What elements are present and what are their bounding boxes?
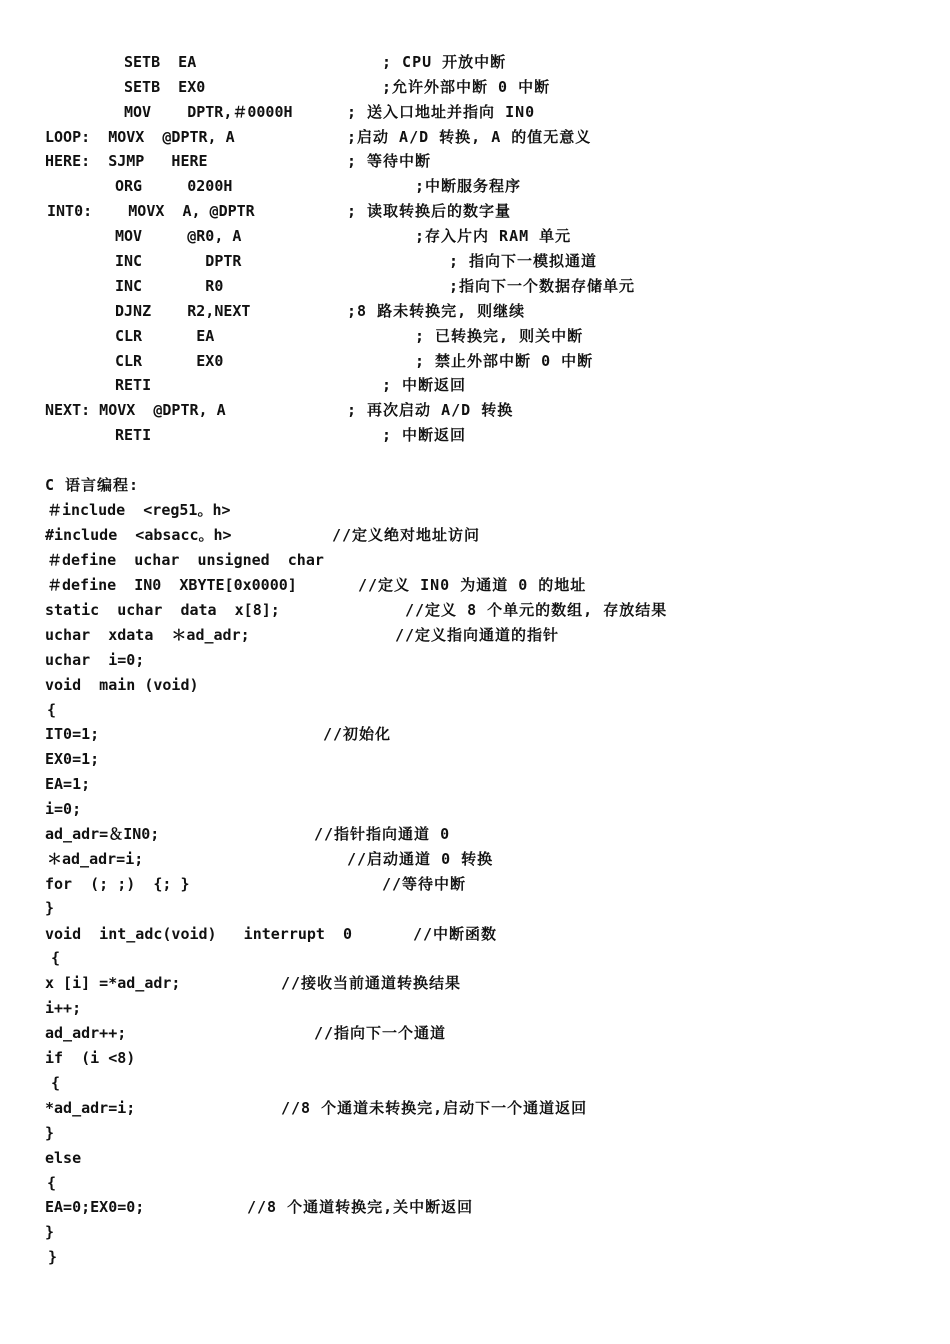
asm-comment: ; 中断返回 <box>382 376 467 394</box>
c-code-line: *ad_adr=i; <box>45 1099 136 1117</box>
asm-code-line: HERE: SJMP HERE <box>45 152 208 170</box>
c-code-line: ＃include <reg51。h> <box>47 501 231 519</box>
c-code-line: { <box>51 949 61 967</box>
asm-code-line: MOV @R0, A <box>115 227 242 245</box>
c-code-line: EA=1; <box>45 775 91 793</box>
c-code-line: ＃define IN0 XBYTE[0x0000] <box>47 576 297 594</box>
asm-comment: ; 指向下一模拟通道 <box>449 252 598 270</box>
c-code-line: } <box>45 1223 55 1241</box>
c-code-line: ＃define uchar unsigned char <box>47 551 324 569</box>
asm-code-line: INC R0 <box>115 277 224 295</box>
asm-comment: ;存入片内 RAM 单元 <box>415 227 572 245</box>
c-comment: //定义绝对地址访问 <box>332 526 481 544</box>
c-code-line: for (; ;) {; } <box>45 875 190 893</box>
asm-comment: ; 中断返回 <box>382 426 467 444</box>
asm-comment: ; 读取转换后的数字量 <box>347 202 512 220</box>
asm-comment: ; 已转换完, 则关中断 <box>415 327 584 345</box>
c-comment: //定义 IN0 为通道 0 的地址 <box>358 576 587 594</box>
asm-code-line: RETI <box>115 376 152 394</box>
asm-code-line: ORG 0200H <box>115 177 233 195</box>
c-comment: //定义指向通道的指针 <box>395 626 560 644</box>
asm-comment: ;中断服务程序 <box>415 177 522 195</box>
c-code-line: i++; <box>45 999 82 1017</box>
asm-code-line: RETI <box>115 426 152 444</box>
asm-code-line: MOV DPTR,＃0000H <box>124 103 293 121</box>
asm-code-line: INC DPTR <box>115 252 242 270</box>
asm-comment: ; 等待中断 <box>347 152 432 170</box>
c-code-line: i=0; <box>45 800 82 818</box>
asm-comment: ;指向下一个数据存储单元 <box>449 277 636 295</box>
asm-code-line: CLR EA <box>115 327 215 345</box>
asm-code-line: SETB EA <box>124 53 197 71</box>
c-comment: //指向下一个通道 <box>314 1024 447 1042</box>
c-code-line: #include <absacc。h> <box>45 526 232 544</box>
c-comment: //接收当前通道转换结果 <box>281 974 462 992</box>
c-code-line: { <box>47 701 57 719</box>
asm-comment: ;8 路未转换完, 则继续 <box>347 302 526 320</box>
c-code-line: else <box>45 1149 82 1167</box>
asm-code-line: NEXT: MOVX @DPTR, A <box>45 401 226 419</box>
c-comment: //等待中断 <box>382 875 467 893</box>
c-code-line: uchar i=0; <box>45 651 145 669</box>
c-code-line: { <box>51 1074 61 1092</box>
c-section-heading: C 语言编程: <box>45 476 140 494</box>
asm-comment: ;启动 A/D 转换, A 的值无意义 <box>347 128 592 146</box>
c-code-line: } <box>48 1248 58 1266</box>
asm-code-line: INT0: MOVX A, @DPTR <box>47 202 255 220</box>
asm-comment: ; 禁止外部中断 0 中断 <box>415 352 594 370</box>
asm-comment: ; 再次启动 A/D 转换 <box>347 401 514 419</box>
c-code-line: static uchar data x[8]; <box>45 601 280 619</box>
c-code-line: x [i] =*ad_adr; <box>45 974 181 992</box>
c-comment: //定义 8 个单元的数组, 存放结果 <box>405 601 668 619</box>
asm-comment: ;允许外部中断 0 中断 <box>382 78 551 96</box>
c-code-line: EA=0;EX0=0; <box>45 1198 145 1216</box>
c-code-line: ad_adr=＆IN0; <box>45 825 160 843</box>
c-code-line: uchar xdata ＊ad_adr; <box>45 626 250 644</box>
c-code-line: { <box>47 1174 57 1192</box>
c-comment: //中断函数 <box>413 925 498 943</box>
c-comment: //启动通道 0 转换 <box>347 850 494 868</box>
c-code-line: } <box>45 1124 55 1142</box>
c-comment: //8 个通道转换完,关中断返回 <box>247 1198 474 1216</box>
c-code-line: void int_adc(void) interrupt 0 <box>45 925 353 943</box>
c-code-line: EX0=1; <box>45 750 100 768</box>
asm-code-line: LOOP: MOVX @DPTR, A <box>45 128 235 146</box>
c-comment: //8 个通道未转换完,启动下一个通道返回 <box>281 1099 588 1117</box>
asm-code-line: DJNZ R2,NEXT <box>115 302 251 320</box>
c-comment: //指针指向通道 0 <box>314 825 451 843</box>
c-code-line: } <box>45 899 55 917</box>
c-comment: //初始化 <box>323 725 392 743</box>
asm-comment: ; 送入口地址并指向 IN0 <box>347 103 536 121</box>
c-code-line: IT0=1; <box>45 725 100 743</box>
asm-comment: ; CPU 开放中断 <box>382 53 507 71</box>
asm-code-line: CLR EX0 <box>115 352 224 370</box>
c-code-line: void main (void) <box>45 676 199 694</box>
c-code-line: ＊ad_adr=i; <box>47 850 144 868</box>
c-code-line: ad_adr++; <box>45 1024 127 1042</box>
asm-code-line: SETB EX0 <box>124 78 206 96</box>
c-code-line: if (i <8) <box>45 1049 136 1067</box>
